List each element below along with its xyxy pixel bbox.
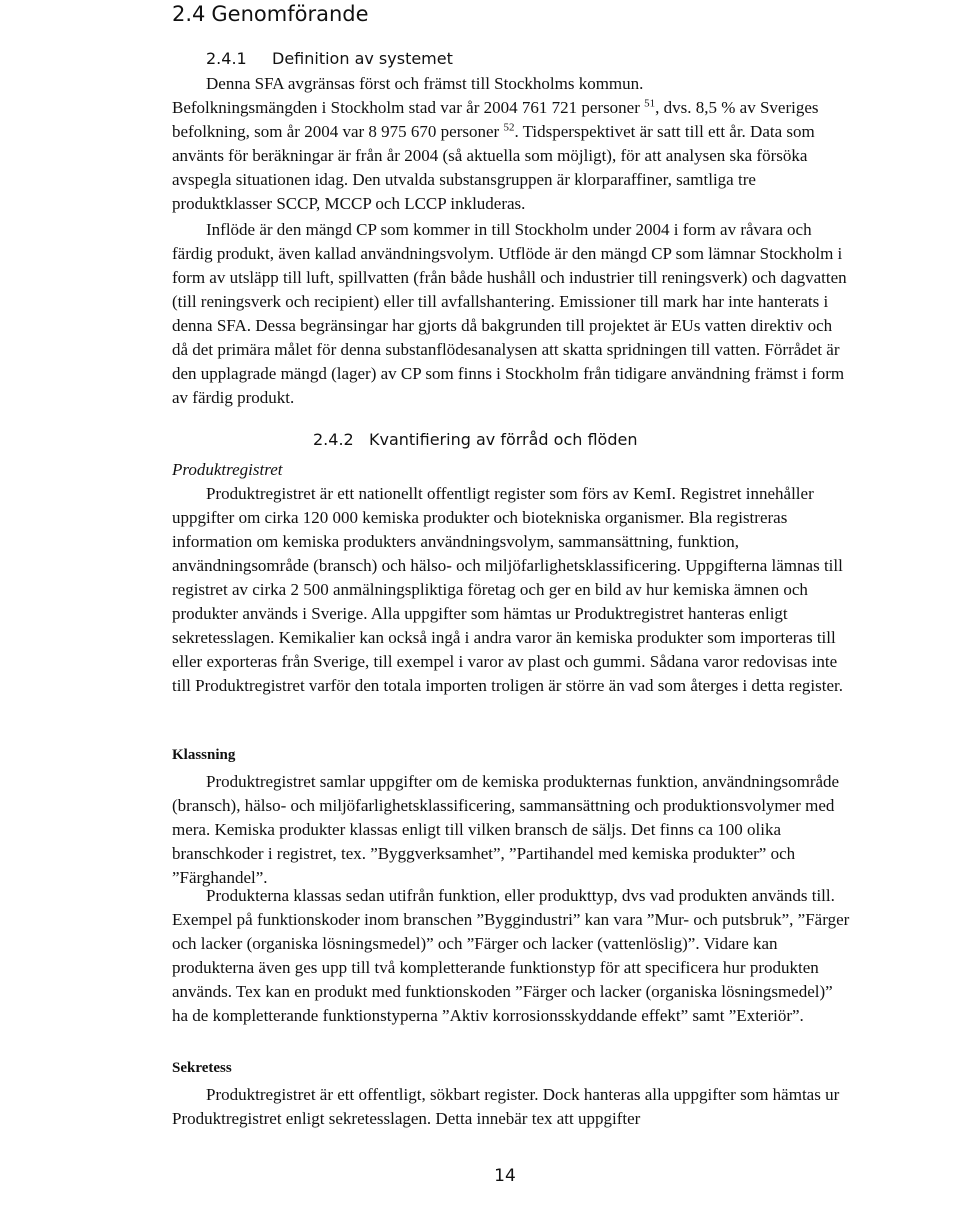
subsection-title: Definition av systemet bbox=[272, 49, 453, 68]
paragraph-flows: Inflöde är den mängd CP som kommer in till Stockholm under 2004 i form av råvara och färdig produkt, även kallad användningsvolym. Utflöde är den mängd CP som lämnar Stockholm i form av utsläpp till luft, spillvatten (från både hushåll och industrier till reningsverk) och dagvatten (till reningsverk och recipient) eller till avfallshantering. Emissioner till mark har inte hanterats i denna SFA. Dessa begränsingar har gjorts då bakgrunden till projektet är EUs vatten direktiv och då det primära målet för denna substanflödesanalysen att skatta spridningen till vatten. Förrådet är den upplagrade mängd (lager) av CP som finns i Stockholm från tidigare användning främst i form av färdig produkt. bbox=[172, 220, 847, 407]
subsection-number: 2.4.1 bbox=[206, 49, 247, 68]
paragraph-klassning-2: Produkterna klassas sedan utifrån funktion, eller produkttyp, dvs vad produkten används till. Exempel på funktionskoder inom branschen ”Byggindustri” kan vara ”Mur- och putsbruk”, ”Färger och lacker (organiska lösningsmedel)” och ”Färger och lacker (vattenlöslig)”. Vidare kan produkterna även ges upp till två kompletterande funktionstyp för att specificera hur produkten används. Tex kan en produkt med funktionskoden ”Färger och lacker (organiska lösningsmedel)” ha de kompletterande funktionstyperna ”Aktiv korrosionsskyddande effekt” samt ”Exteriör”. bbox=[172, 886, 850, 1025]
section-number: 2.4 bbox=[172, 2, 206, 26]
paragraph-definition bbox=[172, 72, 852, 216]
subsection-heading-2-4-1 bbox=[206, 48, 453, 70]
footnote-ref: 51 bbox=[644, 97, 656, 110]
paragraph-text: Befolkningsmängden i Stockholm stad var år 2004 761 721 personer bbox=[172, 98, 645, 117]
label-klassning: Klassning bbox=[172, 747, 236, 763]
subsection-title: Kvantifiering av förråd och flöden bbox=[369, 430, 638, 449]
subsection-number: 2.4.2 bbox=[313, 430, 354, 449]
section-heading-2-4 bbox=[172, 0, 369, 28]
paragraph-klassning-1: Produktregistret samlar uppgifter om de kemiska produkternas funktion, användningsområde (bransch), hälso- och miljöfarlighetsklassificering, sammansättning och produktionsvolymer med mera. Kemiska produkter klassas enligt till vilken bransch de säljs. Det finns ca 100 olika branschkoder i registret, tex. ”Byggverksamhet”, ”Partihandel med kemiska produkter” och ”Färghandel”. bbox=[172, 772, 840, 887]
paragraph-lead-sentence: Denna SFA avgränsas först och främst till Stockholms kommun. bbox=[206, 74, 644, 93]
section-title: Genomförande bbox=[211, 2, 369, 26]
footnote-ref: 52 bbox=[503, 121, 515, 134]
paragraph-text: , dvs. 8,5 % av Sveriges befolkning, som år 2004 var 8 975 670 personer bbox=[172, 98, 819, 141]
paragraph-sekretess: Produktregistret är ett offentligt, sökbart register. Dock hanteras alla uppgifter som hämtas ur Produktregistret enligt sekretesslagen. Detta innebär tex att uppgifter bbox=[172, 1085, 840, 1128]
subsection-heading-2-4-2 bbox=[313, 429, 637, 451]
label-produktregistret: Produktregistret bbox=[172, 460, 283, 479]
paragraph-text: . Tidsperspektivet är satt till ett år. Data som använts för beräkningar är från år 2004 (så aktuella som möjligt), för att analysen ska försöka avspegla situationen idag. Den utvalda substansgruppen är klorparaffiner, samtliga tre produktklasser SCCP, MCCP och LCCP inkluderas. bbox=[172, 122, 815, 213]
paragraph-produktregistret: Produktregistret är ett nationellt offentligt register som förs av KemI. Registret innehåller uppgifter om cirka 120 000 kemiska produkter och biotekniska organismer. Bla registreras information om kemiska produkters användningsvolym, sammansättning, funktion, användningsområde (bransch) och hälso- och miljöfarlighetsklassificering. Uppgifterna lämnas till registret av cirka 2 500 anmälningspliktiga företag och ger en bild av hur kemiska ämnen och produkter används i Sverige. Alla uppgifter som hämtas ur Produktregistret hanteras enligt sekretesslagen. Kemikalier kan också ingå i andra varor än kemiska produkter som importeras till eller exporteras från Sverige, till exempel i varor av plast och gummi. Sådana varor redovisas inte till Produktregistret varför den totala importen troligen är större än vad som återges i detta register. bbox=[172, 484, 843, 695]
label-sekretess: Sekretess bbox=[172, 1060, 232, 1076]
page-number: 14 bbox=[494, 1166, 516, 1186]
